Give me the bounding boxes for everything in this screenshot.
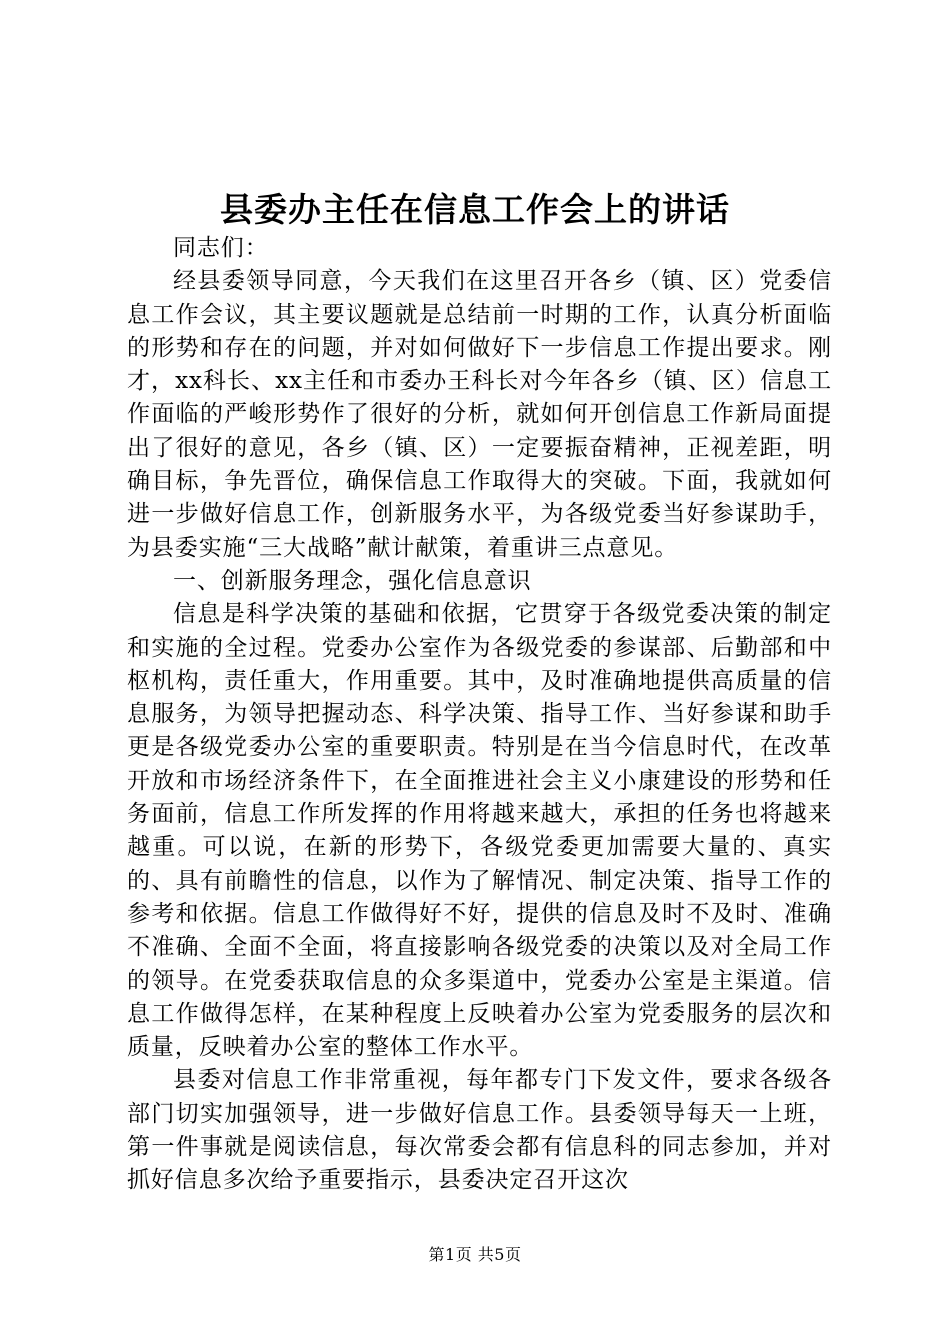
intro-paragraph: 经县委领导同意，今天我们在这里召开各乡（镇、区）党委信息工作会议，其主要议题就是总结前一时期的工作，认真分析面临的形势和存在的问题，并对如何做好下一步信息工作提出要求。刚才，xx科长、xx主任和市委办王科长对今年各乡（镇、区）信息工作面临的严峻形势作了很好的分析，就如何开创信息工作新局面提出了很好的意见，各乡（镇、区）一定要振奋精神，正视差距，明确目标，争先晋位，确保信息工作取得大的突破。下面，我就如何进一步做好信息工作，创新服务水平，为各级党委当好参谋助手，为县委实施“三大战略”献计献策，着重讲三点意见。 bbox=[127, 268, 832, 561]
document-body bbox=[127, 232, 832, 1198]
section-heading: 一、创新服务理念，强化信息意识 bbox=[173, 567, 532, 594]
document-title: 县委办主任在信息工作会上的讲话 bbox=[220, 190, 730, 229]
body-paragraph: 信息是科学决策的基础和依据，它贯穿于各级党委决策的制定和实施的全过程。党委办公室作为各级党委的参谋部、后勤部和中枢机构，责任重大，作用重要。其中，及时准确地提供高质量的信息服务，为领导把握动态、科学决策、指导工作、当好参谋和助手更是各级党委办公室的重要职责。特别是在当今信息时代，在改革开放和市场经济条件下，在全面推进社会主义小康建设的形势和任务面前，信息工作所发挥的作用将越来越大，承担的任务也将越来越重。可以说，在新的形势下，各级党委更加需要大量的、真实的、具有前瞻性的信息，以作为了解情况、制定决策、指导工作的参考和依据。信息工作做得好不好，提供的信息及时不及时、准确不准确、全面不全面，将直接影响各级党委的决策以及对全局工作的领导。在党委获取信息的众多渠道中，党委办公室是主渠道。信息工作做得怎样，在某种程度上反映着办公室为党委服务的层次和质量，反映着办公室的整体工作水平。 bbox=[127, 601, 832, 1061]
page-footer: 第1页 共5页 bbox=[428, 1245, 522, 1264]
body-paragraph: 县委对信息工作非常重视，每年都专门下发文件，要求各级各部门切实加强领导，进一步做好信息工作。县委领导每天一上班，第一件事就是阅读信息，每次常委会都有信息科的同志参加，并对抓好信息多次给予重要指示，县委决定召开这次 bbox=[127, 1067, 832, 1194]
salutation-paragraph: 同志们： bbox=[173, 235, 269, 261]
